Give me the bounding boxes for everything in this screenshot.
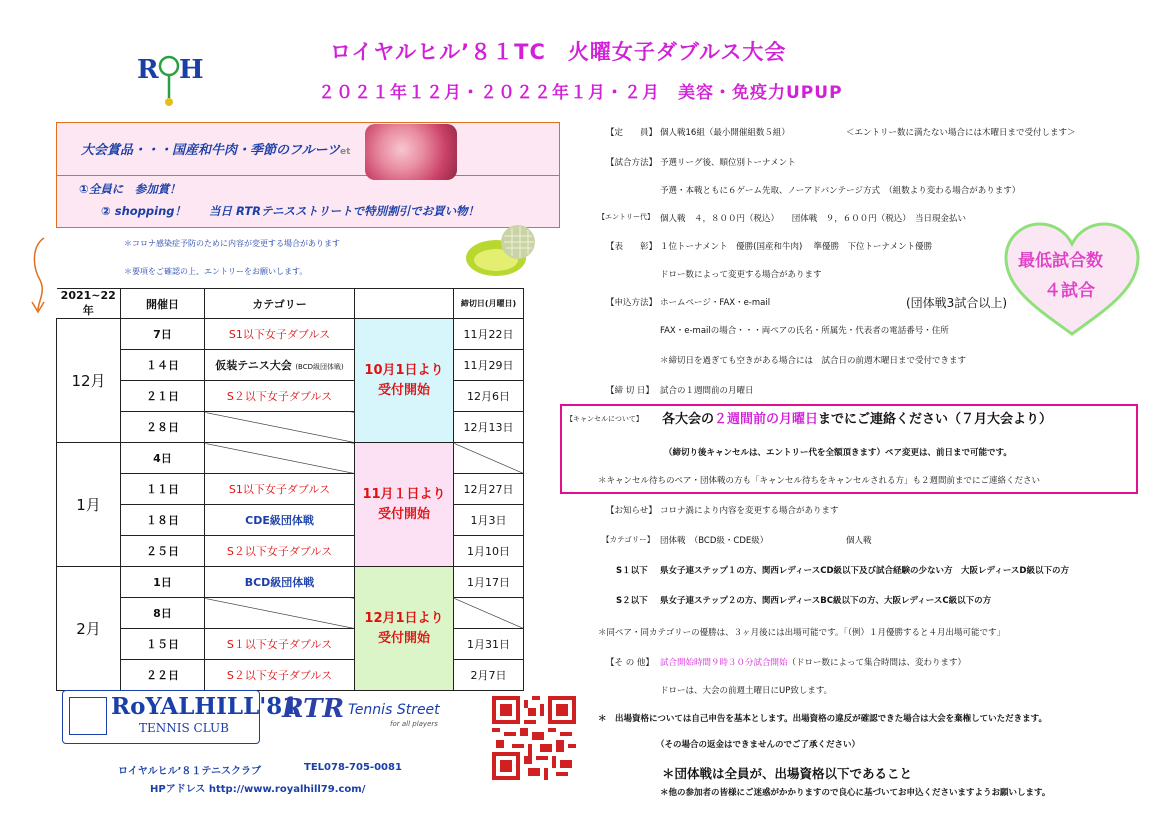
header-deadline: 締切日(月曜日)	[454, 289, 524, 319]
qr-code[interactable]	[492, 696, 576, 780]
row-deadline: 1月10日	[454, 536, 524, 567]
award-value: １位トーナメント 優勝(国産和牛肉) 準優勝 下位トーナメント優勝	[660, 242, 933, 252]
row-deadline	[454, 443, 524, 474]
cancel-warning: ＊キャンセル待ちのペア・団体戦の方も「キャンセル待ちをキャンセルされる方」も２週間前までにご連絡ください	[598, 476, 1041, 486]
prize-line-2: ② shopping！ 当日 RTRテニスストリートで特別割引でお買い物！	[101, 204, 480, 218]
deadline-label: 【締 切 日】	[606, 386, 654, 396]
other-label: 【そ の 他】	[606, 658, 654, 668]
table-row	[57, 474, 524, 505]
row-category-empty	[205, 412, 355, 443]
rtr-text: Tennis Street	[348, 702, 440, 718]
open-cell	[355, 319, 454, 443]
table-row	[57, 567, 524, 598]
category-value: 団体戦 （BCD級・CDE級）	[660, 536, 769, 546]
table-header-row	[57, 289, 524, 319]
prize-box	[56, 122, 560, 228]
row-day: ２５日	[121, 536, 205, 567]
row-deadline: 1月31日	[454, 629, 524, 660]
s2-value: 県女子連ステップ２の方、関西レディースBC級以下の方、大阪レディースC級以下の方	[660, 596, 992, 606]
row-day: ２８日	[121, 412, 205, 443]
info-value: コロナ渦により内容を変更する場合があります	[660, 506, 839, 516]
table-row	[57, 660, 524, 691]
down-arrow-icon	[30, 236, 54, 316]
row-day: ２２日	[121, 660, 205, 691]
schedule-table	[56, 288, 524, 691]
row-day: ２１日	[121, 381, 205, 412]
table-row	[57, 319, 524, 350]
capacity-value: 個人戦16組（最小開催組数５組）	[660, 128, 790, 138]
award-detail: ドロー数によって変更する場合があります	[660, 270, 822, 280]
fee-label: 【エントリー代】	[598, 213, 654, 221]
row-category: S２以下女子ダブルス	[205, 660, 355, 691]
prize-line-1: ①全員に 参加賞！	[79, 182, 181, 196]
month-label: 2月	[57, 567, 121, 691]
s2-label: S２以下	[616, 596, 648, 606]
row-day: 4日	[121, 443, 205, 474]
row-day: 1日	[121, 567, 205, 598]
method-value: 予選リーグ後、順位別トーナメント	[660, 158, 796, 168]
refund-note: （その場合の返金はできませんのでご了承ください）	[656, 740, 861, 750]
row-category: CDE級団体戦	[205, 505, 355, 536]
heart-line-2: ４試合	[1044, 281, 1095, 301]
page-title: ロイヤルヒル’８１TC 火曜女子ダブルス大会	[330, 40, 787, 64]
rtr-sub: for all players	[390, 720, 438, 728]
apply-warning: ＊締切日を過ぎても空きがある場合には 試合日の前週木曜日まで受付できます	[660, 356, 967, 366]
header-open	[355, 289, 454, 319]
month-label: 1月	[57, 443, 121, 567]
same-pair-note: ＊同ペア・同カテゴリーの優勝は、３ヶ月後には出場可能です。「（例）１月優勝すると４月出場可能です」	[598, 628, 1005, 638]
table-row	[57, 598, 524, 629]
header-date: 開催日	[121, 289, 205, 319]
method-label: 【試合方法】	[606, 158, 658, 168]
header-category: カテゴリー	[205, 289, 355, 319]
open-date: 11月１日より	[362, 486, 446, 502]
open-label: 受付開始	[377, 630, 430, 646]
table-row	[57, 443, 524, 474]
team-note: ＊団体戦は全員が、出場資格以下であること	[662, 766, 913, 781]
row-category: S1以下女子ダブルス	[205, 474, 355, 505]
row-category: S１以下女子ダブルス	[205, 629, 355, 660]
row-deadline: 12月27日	[454, 474, 524, 505]
table-row	[57, 350, 524, 381]
cancel-detail: （締切り後キャンセルは、エントリー代を全額頂きます）ペア変更は、前日まで可能です。	[664, 448, 1012, 458]
page-subtitle: ２０２１年１２月・２０２２年１月・２月 美容・免疫力UPUP	[318, 83, 843, 103]
royal-hill-logo	[62, 690, 299, 744]
logo-emblem	[69, 697, 107, 735]
row-category: S２以下女子ダブルス	[205, 381, 355, 412]
row-deadline: 12月6日	[454, 381, 524, 412]
open-label: 受付開始	[377, 382, 430, 398]
capacity-note: ＜エントリー数に満たない場合には木曜日まで受付します＞	[846, 128, 1076, 138]
row-deadline: 2月7日	[454, 660, 524, 691]
open-date: 10月1日より	[364, 362, 444, 378]
row-day: 7日	[121, 319, 205, 350]
melon-photo	[462, 222, 540, 278]
apply-note: (団体戦3試合以上)	[906, 296, 1007, 310]
header-year: 2021~22年	[57, 289, 121, 319]
row-deadline	[454, 598, 524, 629]
cancel-label: 【キャンセルについて】	[566, 415, 643, 423]
row-category: 仮装テニス大会 (BCD級団体戦)	[205, 350, 355, 381]
row-deadline: 12月13日	[454, 412, 524, 443]
prize-title: 大会賞品・・・国産和牛肉・季節のフルーツet	[81, 143, 351, 158]
apply-detail: FAX・e-mailの場合・・・両ペアの氏名・所属先・代表者の電話番号・住所	[660, 326, 949, 336]
royal-hill-logo-sub: TENNIS CLUB	[139, 721, 229, 735]
row-category: BCD級団体戦	[205, 567, 355, 598]
note-covid: ＊コロナ感染症予防のために内容が変更する場合があります	[124, 239, 340, 248]
royal-hill-logo-text: RoYALHILL'81	[111, 693, 299, 720]
category-value-2: 個人戦	[846, 536, 872, 546]
row-deadline: 1月17日	[454, 567, 524, 598]
row-category: S1以下女子ダブルス	[205, 319, 355, 350]
svg-text:H: H	[179, 55, 204, 85]
table-row	[57, 505, 524, 536]
svg-text:R: R	[137, 55, 159, 85]
qualification-note: ＊ 出場資格については自己申告を基本とします。出場資格の違反が確認できた場合は大会を棄権していただきます。	[598, 714, 1047, 724]
row-day: 8日	[121, 598, 205, 629]
note-entry: ＊要項をご確認の上、エントリーをお願いします。	[124, 267, 308, 276]
row-day: １５日	[121, 629, 205, 660]
beef-photo	[365, 124, 457, 180]
method-detail: 予選・本戦ともに６ゲーム先取、ノーアドバンテージ方式 （組数より変わる場合があります）	[660, 186, 1021, 196]
open-cell	[355, 443, 454, 567]
s1-label: S１以下	[616, 566, 648, 576]
month-label: 12月	[57, 319, 121, 443]
club-website-link[interactable]: HPアドレス http://www.royalhill79.com/	[150, 784, 366, 795]
deadline-value: 試合の１週間前の月曜日	[660, 386, 754, 396]
other-value: 試合開始時間９時３０分試合開始（ドロー数によって集合時間は、変わります）	[660, 658, 967, 668]
award-label: 【表 彰】	[606, 242, 658, 252]
rtr-logo: RTR	[282, 694, 345, 724]
row-day: １８日	[121, 505, 205, 536]
final-note: ＊他の参加者の皆様にご迷惑がかかりますので良心に基づいてお申込くださいますようお願いします。	[660, 788, 1051, 798]
capacity-label: 【定 員】	[606, 128, 658, 138]
row-category-empty	[205, 443, 355, 474]
open-cell	[355, 567, 454, 691]
row-deadline: 11月22日	[454, 319, 524, 350]
apply-label: 【申込方法】	[606, 298, 658, 308]
s1-value: 県女子連ステップ１の方、関西レディースCD級以下及び試合経験の少ない方 大阪レディースD級以下の方	[660, 566, 1069, 576]
club-logo-top	[135, 50, 205, 110]
category-label: 【カテゴリー】	[602, 535, 655, 544]
open-label: 受付開始	[377, 506, 430, 522]
club-tel: TEL078-705-0081	[304, 762, 402, 773]
row-day: １４日	[121, 350, 205, 381]
other-detail: ドローは、大会の前週土曜日にUP致します。	[660, 686, 833, 696]
apply-value: ホームページ・FAX・e-mail	[660, 298, 771, 308]
open-date: 12月1日より	[364, 610, 444, 626]
club-name: ロイヤルヒル’８１テニスクラブ	[118, 766, 261, 777]
table-row	[57, 536, 524, 567]
table-row	[57, 381, 524, 412]
row-category-empty	[205, 598, 355, 629]
heart-line-1: 最低試合数	[1018, 251, 1103, 271]
table-row	[57, 412, 524, 443]
row-category: S２以下女子ダブルス	[205, 536, 355, 567]
row-day: １１日	[121, 474, 205, 505]
heart-badge	[1002, 220, 1142, 340]
info-label: 【お知らせ】	[606, 506, 657, 516]
prize-row-top	[57, 123, 559, 176]
fee-value: 個人戦 ４，８００円（税込） 団体戦 ９，６００円（税込） 当日現金払い	[660, 214, 967, 224]
row-deadline: 1月3日	[454, 505, 524, 536]
row-deadline: 11月29日	[454, 350, 524, 381]
cancel-value: 各大会の２週間前の月曜日までにご連絡ください（７月大会より）	[662, 412, 1053, 427]
table-row	[57, 629, 524, 660]
